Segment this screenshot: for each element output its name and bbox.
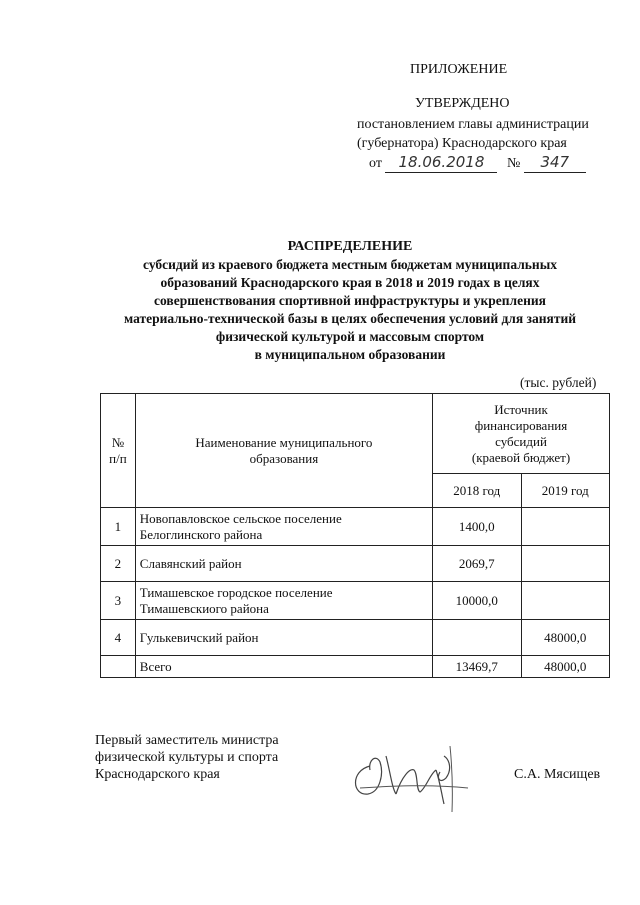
row-2019 <box>521 508 610 546</box>
header-name: Наименование муниципального образования <box>135 394 432 508</box>
row-2019 <box>521 546 610 582</box>
subtitle-line: в муниципальном образовании <box>254 347 446 362</box>
row-2019: 48000,0 <box>521 620 610 656</box>
table-row <box>101 546 610 582</box>
row-name: Новопавловское сельское поселение Белоглинского района <box>135 508 432 546</box>
approved-label: УТВЕРЖДЕНО <box>415 96 510 111</box>
appendix-label: ПРИЛОЖЕНИЕ <box>410 62 508 77</box>
header-row <box>101 394 610 474</box>
number-prefix: № <box>506 156 521 171</box>
total-row <box>101 656 610 678</box>
signatory-name: С.А. Мясищев <box>514 767 601 782</box>
row-2018: 10000,0 <box>433 582 521 620</box>
row-num: 2 <box>101 546 136 582</box>
table-row <box>101 620 610 656</box>
number-value: 347 <box>524 153 586 173</box>
total-label: Всего <box>135 656 432 678</box>
signatory-title <box>95 732 279 783</box>
row-2018: 1400,0 <box>433 508 521 546</box>
signatory-line: Первый заместитель министра <box>95 733 279 748</box>
row-2018: 2069,7 <box>433 546 521 582</box>
row-num: 4 <box>101 620 136 656</box>
signatory-line: Краснодарского края <box>95 767 220 782</box>
subtitle-line: физической культурой и массовым спортом <box>215 329 485 344</box>
subtitle-line: образований Краснодарского края в 2018 и 2019 годах в целях <box>160 275 540 290</box>
row-2019 <box>521 582 610 620</box>
row-num: 1 <box>101 508 136 546</box>
row-num: 3 <box>101 582 136 620</box>
total-num <box>101 656 136 678</box>
header-2018: 2018 год <box>433 474 521 508</box>
row-2018 <box>433 620 521 656</box>
table-row <box>101 508 610 546</box>
subtitle-line: совершенствования спортивной инфраструктуры и укрепления <box>154 293 546 308</box>
subtitle-line: материально-технической базы в целях обеспечения условий для занятий <box>123 311 577 326</box>
distribution-table <box>100 393 610 678</box>
decree-line-1: постановлением главы администрации <box>357 117 589 132</box>
header-num: № п/п <box>101 394 136 508</box>
row-name: Тимашевское городское поселение Тимашевскиого района <box>135 582 432 620</box>
document-subtitle <box>0 256 640 364</box>
date-line <box>369 153 599 173</box>
header-source: Источник финансирования субсидий (краевой бюджет) <box>433 394 610 474</box>
signatory-line: физической культуры и спорта <box>95 750 279 765</box>
total-2018: 13469,7 <box>433 656 521 678</box>
date-prefix: от <box>369 156 382 171</box>
units-label: (тыс. рублей) <box>520 375 597 390</box>
subtitle-line: субсидий из краевого бюджета местным бюджетам муниципальных <box>143 257 557 272</box>
row-name: Славянский район <box>135 546 432 582</box>
handwritten-signature <box>340 726 490 816</box>
date-value: 18.06.2018 <box>385 153 497 173</box>
total-2019: 48000,0 <box>521 656 610 678</box>
document-title: РАСПРЕДЕЛЕНИЕ <box>287 239 413 254</box>
row-name: Гулькевичский район <box>135 620 432 656</box>
decree-line-2: (губернатора) Краснодарского края <box>357 136 567 151</box>
table-row <box>101 582 610 620</box>
header-2019: 2019 год <box>521 474 610 508</box>
